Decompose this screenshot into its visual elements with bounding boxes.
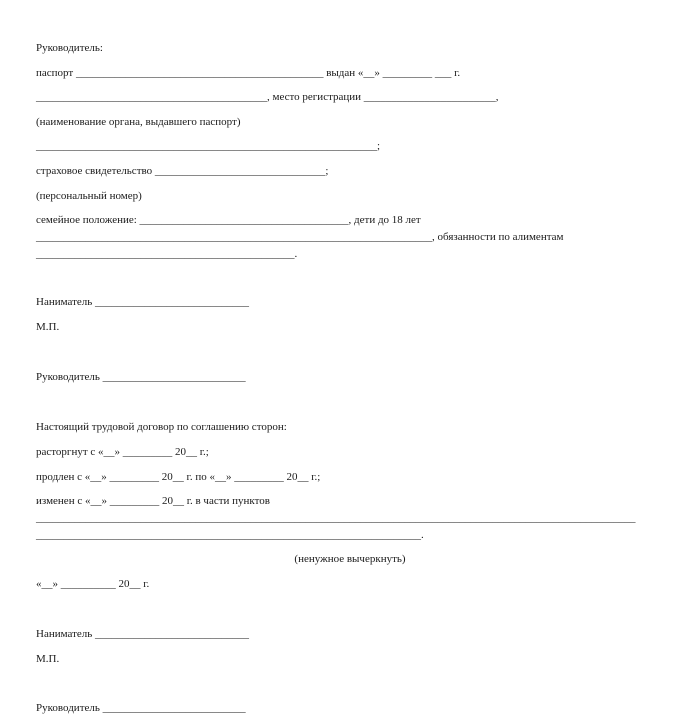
terminated-field: расторгнут с «__» _________ 20__ г.; xyxy=(36,446,209,458)
alimony-blank: _______________________________________________. xyxy=(36,248,298,260)
manager-signature-1: Руководитель __________________________ xyxy=(36,371,246,383)
seal-1: М.П. xyxy=(36,321,60,333)
issuer-blank: ______________________________________________________________; xyxy=(36,140,381,152)
issuer-note: (наименование органа, выдавшего паспорт) xyxy=(36,116,241,128)
family-status-field: семейное положение: ______________________________________, дети до 18 лет xyxy=(36,214,421,226)
registration-field: __________________________________________, место регистрации ________________________, xyxy=(36,91,499,103)
amended-field: изменен с «__» _________ 20__ г. в части пунктов xyxy=(36,495,270,507)
personal-number-note: (персональный номер) xyxy=(36,190,142,202)
date-field: «__» __________ 20__ г. xyxy=(36,578,150,590)
manager-signature-2: Руководитель __________________________ xyxy=(36,702,246,714)
extended-field: продлен с «__» _________ 20__ г. по «__» _________ 20__ г.; xyxy=(36,471,321,483)
insurance-field: страховое свидетельство _______________________________; xyxy=(36,165,329,177)
amended-blank-2: ______________________________________________________________________. xyxy=(36,529,424,541)
strike-note: (ненужное вычеркнуть) xyxy=(294,553,406,565)
manager-heading: Руководитель: xyxy=(36,42,103,54)
alimony-field: ________________________________________________________________________, обязанности по алиментам xyxy=(36,231,564,243)
contract-heading: Настоящий трудовой договор по соглашению сторон: xyxy=(36,421,287,433)
amended-blank-1: _____________________________________________________________________________________________________________ xyxy=(36,512,636,524)
seal-2: М.П. xyxy=(36,653,60,665)
employer-signature-2: Наниматель ____________________________ xyxy=(36,628,250,640)
employer-signature-1: Наниматель ____________________________ xyxy=(36,296,250,308)
passport-field: паспорт _____________________________________________ выдан «__» _________ ___ г. xyxy=(36,67,461,79)
